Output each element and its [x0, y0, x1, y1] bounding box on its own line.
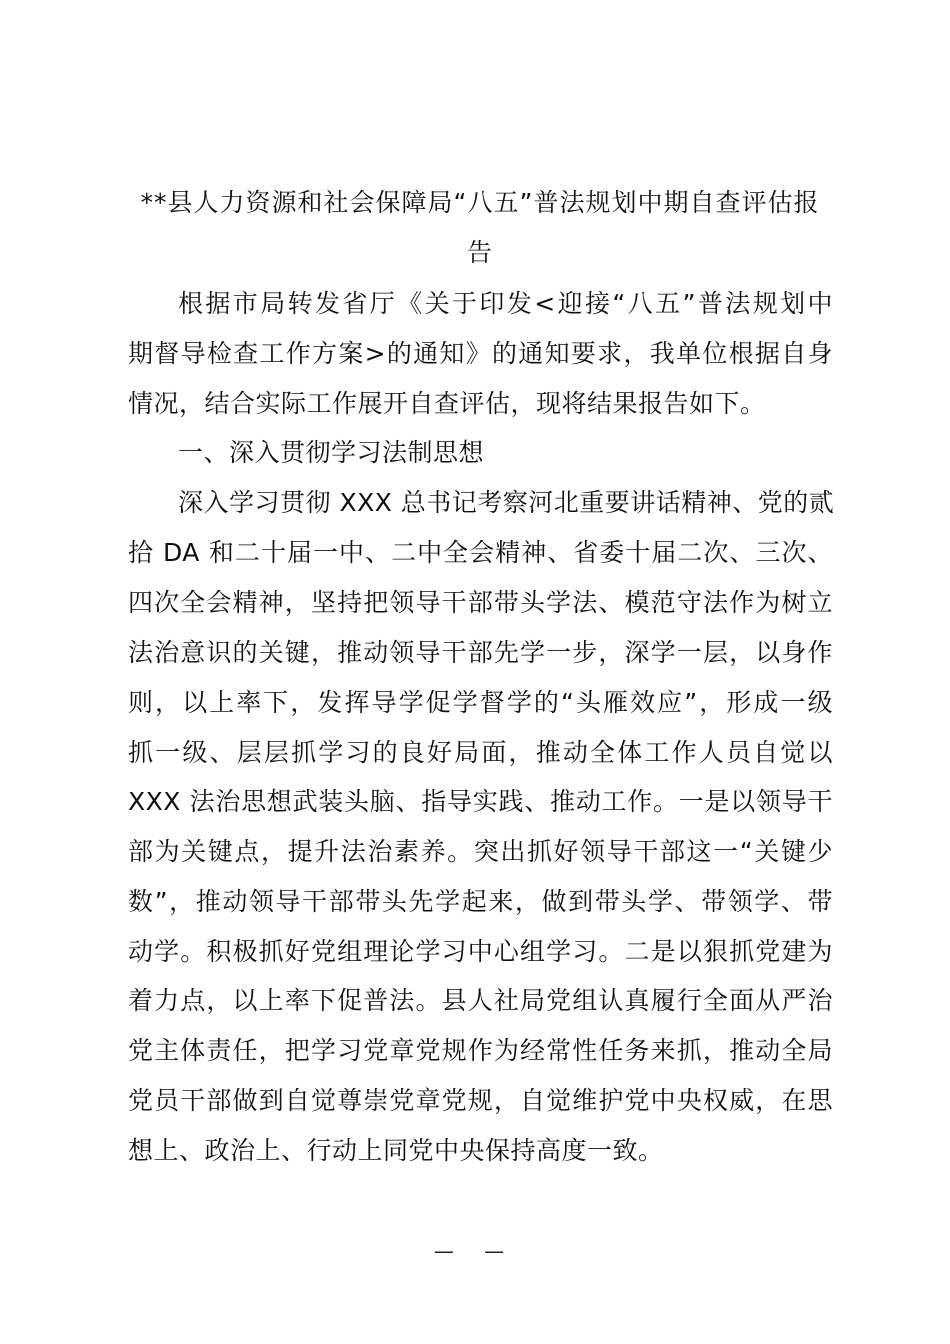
paragraph-2-line-6: 抓一级、层层抓学习的良好局面，推动全体工作人员自觉以 — [128, 738, 833, 767]
paragraph-2-line-10: 动学。积极抓好党组理论学习中心组学习。二是以狠抓党建为 — [128, 937, 833, 966]
document-title-line-1: **县人力资源和社会保障局“八五”普法规划中期自查评估报 — [140, 188, 820, 217]
paragraph-1-line-2: 期督导检查工作方案>的通知》的通知要求，我单位根据自身 — [128, 339, 833, 368]
document-title-line-2: 告 — [466, 238, 493, 267]
paragraph-2-line-12: 党主体责任，把学习党章党规作为经常性任务来抓，推动全局 — [128, 1036, 833, 1065]
paragraph-2-line-3: 四次全会精神，坚持把领导干部带头学法、模范守法作为树立 — [128, 588, 833, 617]
paragraph-2-line-7: XXX 法治思想武装头脑、指导实践、推动工作。一是以领导干 — [128, 787, 833, 816]
paragraph-2-line-2: 拾 DA 和二十届一中、二中全会精神、省委十届二次、三次、 — [128, 538, 833, 567]
paragraph-2-line-1: 深入学习贯彻 XXX 总书记考察河北重要讲话精神、党的贰 — [178, 488, 835, 517]
paragraph-2-line-13: 党员干部做到自觉尊崇党章党规，自觉维护党中央权威，在思 — [128, 1086, 833, 1115]
paragraph-1-line-1: 根据市局转发省厅《关于印发<迎接“八五”普法规划中 — [178, 289, 833, 318]
paragraph-2-line-8: 部为关键点，提升法治素养。突出抓好领导干部这一“关键少 — [128, 837, 833, 866]
paragraph-2-line-11: 着力点，以上率下促普法。县人社局党组认真履行全面从严治 — [128, 986, 833, 1015]
page-number: — — — [433, 1239, 517, 1263]
paragraph-1-line-3: 情况，结合实际工作展开自查评估，现将结果报告如下。 — [128, 389, 766, 418]
section-heading-1: 一、深入贯彻学习法制思想 — [178, 438, 485, 467]
paragraph-2-line-5: 则，以上率下，发挥导学促学督学的“头雁效应”，形成一级 — [128, 688, 833, 717]
paragraph-2-line-9: 数”，推动领导干部带头先学起来，做到带头学、带领学、带 — [128, 887, 833, 916]
paragraph-2-line-4: 法治意识的关键，推动领导干部先学一步，深学一层，以身作 — [128, 638, 833, 667]
paragraph-2-line-14: 想上、政治上、行动上同党中央保持高度一致。 — [128, 1136, 664, 1165]
